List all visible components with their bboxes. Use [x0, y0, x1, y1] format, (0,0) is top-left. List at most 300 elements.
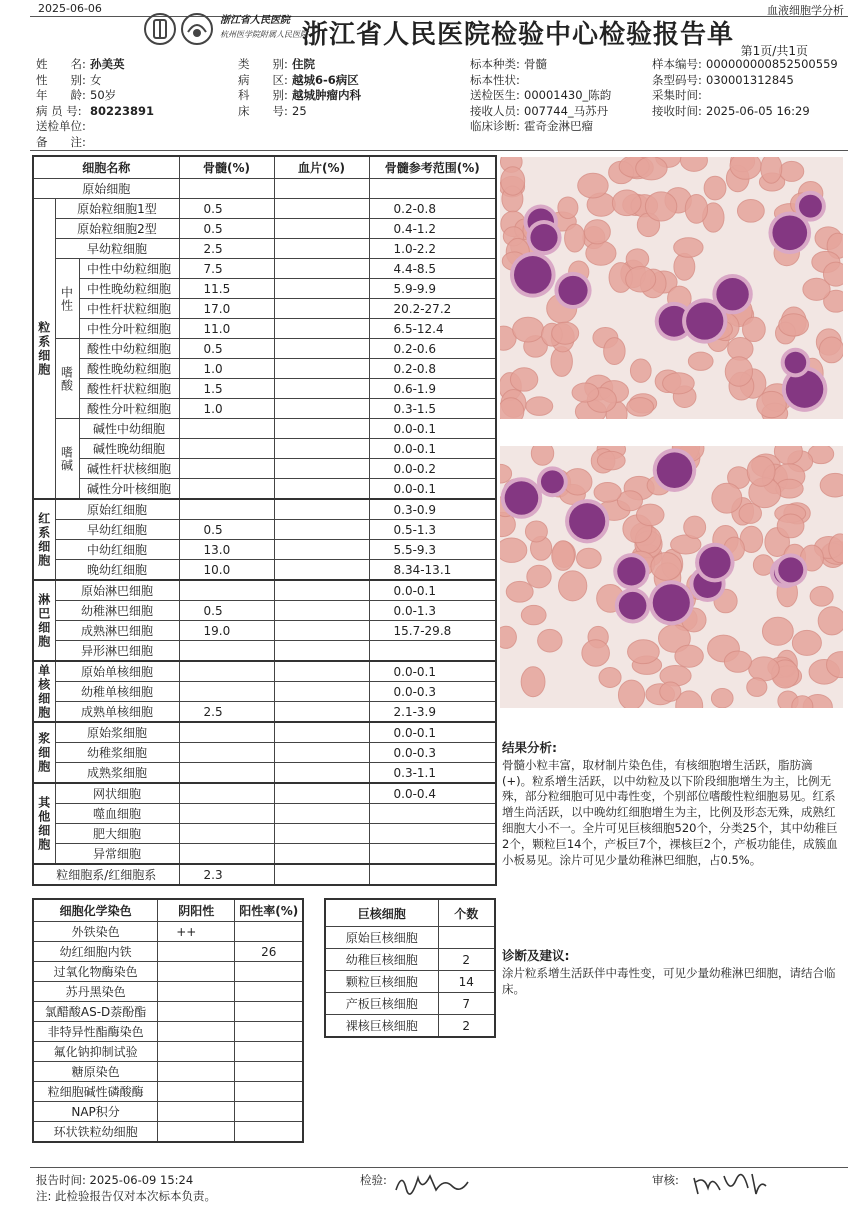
cell-name: 中幼红细胞: [55, 540, 179, 560]
red-blood-cell: [501, 167, 525, 195]
bone-marrow-value: [179, 459, 274, 479]
red-blood-cell: [645, 192, 676, 221]
megakaryocyte-name: 裸核巨核细胞: [325, 1015, 438, 1038]
table-header-row: [33, 156, 496, 179]
red-blood-cell: [500, 626, 516, 648]
red-blood-cell: [674, 238, 703, 258]
bone-marrow-value: 17.0: [179, 299, 274, 319]
table-row: [33, 179, 496, 199]
info-key: 接收时间:: [652, 103, 702, 118]
table-row: [33, 763, 496, 784]
blood-smear-value: [274, 299, 369, 319]
bone-marrow-micrograph-1: [500, 157, 843, 419]
info-row: [36, 104, 154, 120]
header-cell: 骨髓参考范围(%): [369, 156, 496, 179]
blood-smear-value: [274, 499, 369, 520]
cell-name: 晚幼红细胞: [55, 560, 179, 581]
red-blood-cell: [604, 338, 625, 365]
group-label: 粒系细胞: [33, 199, 55, 500]
stain-sign: [158, 962, 235, 982]
bone-marrow-value: 10.0: [179, 560, 274, 581]
bone-marrow-value: [179, 419, 274, 439]
reference-range: [369, 864, 496, 885]
stain-sign: [158, 982, 235, 1002]
info-value: 50岁: [90, 88, 117, 102]
table-row: [33, 239, 496, 259]
table-row: [33, 682, 496, 702]
table-row: [33, 1022, 303, 1042]
result-text: 骨髓小粒丰富，取材制片染色佳，有核细胞增生活跃，脂肪滴(+)。粒系增生活跃，以中幼粒及以下阶段细胞增生为主，比例无殊，部分粒细胞可见中毒性变，个别部位嗜酸性粒细胞易见。红系增生尚活跃，以中晚幼红细胞增生为主，比例及形态无殊，成熟红细胞大小不一。全片可见巨核细胞520个，分类25个，其中幼稚巨2个，颗粒巨14个，产板巨7个，裸核巨2个，产板功能佳，成簇血小板易见。涂片可见少量幼稚淋巴细胞，占0.5%。: [502, 757, 838, 867]
megakaryocyte-name: 原始巨核细胞: [325, 927, 438, 949]
blood-smear-value: [274, 804, 369, 824]
reference-range: 0.0-0.1: [369, 722, 496, 743]
table-row: [33, 1002, 303, 1022]
reference-range: [369, 641, 496, 662]
bone-marrow-value: 0.5: [179, 520, 274, 540]
red-blood-cell: [500, 538, 527, 562]
red-blood-cell: [597, 451, 625, 470]
reference-range: 5.9-9.9: [369, 279, 496, 299]
table-row: [33, 359, 496, 379]
reviewer-signature: [690, 1168, 770, 1203]
bone-marrow-value: 1.5: [179, 379, 274, 399]
info-row: [36, 73, 154, 89]
info-value: 80223891: [90, 103, 155, 118]
bone-marrow-value: 0.5: [179, 219, 274, 239]
subgroup-label: 嗜碱: [55, 419, 79, 500]
info-key: 病 员 号:: [36, 103, 82, 118]
report-time: 报告时间: 2025-06-09 15:24: [36, 1173, 194, 1187]
table-row: [33, 641, 496, 662]
reference-range: 0.0-0.1: [369, 580, 496, 601]
patient-info-col4: [652, 57, 838, 119]
red-blood-cell: [584, 220, 610, 244]
table-row: [33, 743, 496, 763]
table-row: [33, 601, 496, 621]
cell-name: 中性分叶粒细胞: [79, 319, 179, 339]
footer-note: 注: 此检验报告仅对本次标本负责。: [36, 1189, 217, 1203]
table-row: [33, 439, 496, 459]
table-row: [33, 580, 496, 601]
blood-smear-value: [274, 259, 369, 279]
stain-sign: [158, 1122, 235, 1143]
reference-range: 0.2-0.6: [369, 339, 496, 359]
reference-range: 0.0-0.3: [369, 743, 496, 763]
stain-sign: ++: [158, 922, 235, 942]
red-blood-cell: [792, 630, 821, 655]
blood-smear-value: [274, 199, 369, 219]
stain-rate: [235, 1002, 303, 1022]
red-blood-cell: [558, 197, 578, 219]
table-row: [33, 722, 496, 743]
info-row: [36, 135, 154, 151]
blood-smear-value: [274, 844, 369, 865]
red-blood-cell: [626, 249, 649, 269]
cell-name: 粒细胞系/红细胞系: [33, 864, 179, 885]
stain-sign: [158, 942, 235, 962]
blood-smear-value: [274, 621, 369, 641]
stain-rate: [235, 1102, 303, 1122]
header-cell: 细胞名称: [33, 156, 179, 179]
cell-name: 幼稚单核细胞: [55, 682, 179, 702]
table-row: [33, 1122, 303, 1143]
blood-smear-value: [274, 824, 369, 844]
stain-name: 氯醋酸AS-D萘酚酯: [33, 1002, 158, 1022]
table-row: [33, 279, 496, 299]
header-cell: 血片(%): [274, 156, 369, 179]
bone-marrow-value: [179, 641, 274, 662]
cell-nucleus: [530, 224, 557, 251]
info-row: [238, 73, 361, 89]
red-blood-cell: [538, 629, 562, 652]
cell-name: 酸性中幼粒细胞: [79, 339, 179, 359]
inspector-signature: [392, 1168, 472, 1203]
diagnosis-section: [502, 948, 842, 997]
bone-marrow-value: 13.0: [179, 540, 274, 560]
table-row: [33, 199, 496, 219]
info-key: 送检单位:: [36, 119, 86, 133]
red-blood-cell: [626, 267, 656, 292]
reference-range: 4.4-8.5: [369, 259, 496, 279]
red-blood-cell: [779, 161, 803, 181]
reference-range: 0.5-1.3: [369, 520, 496, 540]
bone-marrow-value: 0.5: [179, 199, 274, 219]
red-blood-cell: [612, 190, 641, 216]
info-key: 姓 名:: [36, 57, 86, 71]
info-key: 类 别:: [238, 57, 288, 71]
stain-rate: [235, 922, 303, 942]
info-key: 标本性状:: [470, 72, 520, 87]
info-key: 采集时间:: [652, 88, 702, 102]
info-row: [470, 57, 611, 73]
table-header-row: [33, 899, 303, 922]
red-blood-cell: [704, 176, 726, 200]
red-blood-cell: [777, 514, 804, 538]
cell-name: 幼稚浆细胞: [55, 743, 179, 763]
cell-name: 碱性分叶核细胞: [79, 479, 179, 500]
info-row: [470, 88, 611, 104]
cell-nucleus: [558, 276, 587, 305]
reference-range: 0.6-1.9: [369, 379, 496, 399]
blood-smear-value: [274, 661, 369, 682]
megakaryocyte-count: [438, 927, 495, 949]
bone-marrow-value: 11.0: [179, 319, 274, 339]
cell-nucleus: [785, 352, 807, 374]
patient-info-col2: [238, 57, 361, 119]
bone-marrow-value: 1.0: [179, 359, 274, 379]
red-blood-cell: [559, 571, 587, 601]
group-label: 其他细胞: [33, 783, 55, 864]
red-blood-cell: [675, 645, 703, 667]
blood-smear-value: [274, 219, 369, 239]
reference-range: 15.7-29.8: [369, 621, 496, 641]
info-row: [238, 57, 361, 73]
blood-smear-value: [274, 722, 369, 743]
info-key: 样本编号:: [652, 57, 702, 71]
info-value: 孙美英: [90, 57, 125, 71]
info-key: 性 别:: [36, 72, 86, 87]
red-blood-cell: [627, 398, 654, 417]
red-blood-cell: [552, 541, 575, 571]
cell-name: 原始细胞: [33, 179, 179, 199]
reference-range: [369, 804, 496, 824]
table-row: [33, 520, 496, 540]
table-row: [33, 319, 496, 339]
bone-marrow-value: [179, 580, 274, 601]
info-row: [652, 73, 838, 89]
info-key: 接收人员:: [470, 103, 520, 118]
cell-nucleus: [505, 481, 539, 515]
blood-smear-value: [274, 239, 369, 259]
reference-range: 1.0-2.2: [369, 239, 496, 259]
red-blood-cell: [552, 322, 579, 344]
stain-sign: [158, 1042, 235, 1062]
stain-name: 苏丹黑染色: [33, 982, 158, 1002]
stain-name: 糖原染色: [33, 1062, 158, 1082]
blood-smear-value: [274, 560, 369, 581]
stain-rate: 26: [235, 942, 303, 962]
table-row: [33, 1082, 303, 1102]
red-blood-cell: [761, 157, 782, 183]
bone-marrow-value: 11.5: [179, 279, 274, 299]
reference-range: 0.4-1.2: [369, 219, 496, 239]
cell-name: 酸性分叶粒细胞: [79, 399, 179, 419]
cell-name: 噬血细胞: [55, 804, 179, 824]
cell-name: 原始红细胞: [55, 499, 179, 520]
megakaryocyte-count: 2: [438, 949, 495, 971]
bone-marrow-value: [179, 682, 274, 702]
bone-marrow-value: [179, 783, 274, 804]
red-blood-cell: [749, 657, 780, 681]
stain-sign: [158, 1022, 235, 1042]
bone-marrow-micrograph-2: [500, 446, 843, 708]
stain-rate: [235, 962, 303, 982]
red-blood-cell: [578, 173, 608, 198]
blood-smear-value: [274, 459, 369, 479]
info-key: 标本种类:: [470, 57, 520, 71]
table-row: [33, 399, 496, 419]
stain-rate: [235, 1022, 303, 1042]
table-row: [33, 1042, 303, 1062]
info-key: 条型码号:: [652, 72, 702, 87]
info-key: 送检医生:: [470, 88, 520, 102]
stain-sign: [158, 1002, 235, 1022]
bone-marrow-value: 2.5: [179, 239, 274, 259]
stain-name: 幼红细胞内铁: [33, 942, 158, 962]
red-blood-cell: [513, 317, 544, 342]
red-blood-cell: [712, 483, 742, 513]
bone-marrow-value: [179, 844, 274, 865]
reference-range: 0.2-0.8: [369, 199, 496, 219]
table-row: [33, 661, 496, 682]
blood-smear-value: [274, 763, 369, 784]
cell-name: 碱性晚幼细胞: [79, 439, 179, 459]
cell-nucleus: [514, 256, 552, 294]
table-row: [33, 864, 496, 885]
red-blood-cell: [594, 483, 621, 503]
reference-range: [369, 179, 496, 199]
blood-smear-value: [274, 479, 369, 500]
cell-name: 异常细胞: [55, 844, 179, 865]
stain-name: 过氧化物酶染色: [33, 962, 158, 982]
cell-name: 中性晚幼粒细胞: [79, 279, 179, 299]
reference-range: 0.0-0.1: [369, 479, 496, 500]
red-blood-cell: [684, 516, 706, 538]
reference-range: 0.0-0.1: [369, 419, 496, 439]
stain-rate: [235, 982, 303, 1002]
patient-info-col1: [36, 57, 154, 150]
info-key: 年 龄:: [36, 88, 86, 102]
table-header-row: [325, 899, 495, 927]
bone-marrow-value: [179, 804, 274, 824]
info-row: [470, 119, 611, 135]
table-row: [33, 219, 496, 239]
table-row: [33, 783, 496, 804]
cell-nucleus: [617, 557, 645, 585]
red-blood-cell: [651, 553, 682, 581]
stain-name: NAP积分: [33, 1102, 158, 1122]
info-value: 霍奇金淋巴瘤: [524, 119, 593, 133]
bone-marrow-value: [179, 479, 274, 500]
info-key: 临床诊断:: [470, 119, 520, 133]
header-cell: 骨髓(%): [179, 156, 274, 179]
table-row: [33, 962, 303, 982]
table-row: [33, 560, 496, 581]
bone-marrow-value: [179, 743, 274, 763]
bone-marrow-value: 7.5: [179, 259, 274, 279]
cell-name: 早幼红细胞: [55, 520, 179, 540]
table-row: [325, 1015, 495, 1038]
bone-marrow-value: [179, 179, 274, 199]
info-value: 000000000852500559: [706, 57, 838, 71]
blood-smear-value: [274, 743, 369, 763]
hospital-emblem-icon: [143, 12, 177, 49]
result-analysis: [502, 740, 842, 868]
table-row: [33, 922, 303, 942]
bone-marrow-value: 0.5: [179, 339, 274, 359]
red-blood-cell: [531, 446, 553, 465]
table-row: [33, 982, 303, 1002]
table-row: [33, 419, 496, 439]
info-key: 病 区:: [238, 72, 288, 87]
table-row: [33, 1102, 303, 1122]
reference-range: 0.0-0.2: [369, 459, 496, 479]
cell-name: 幼稚淋巴细胞: [55, 601, 179, 621]
red-blood-cell: [737, 200, 764, 223]
diagnosis-title: 诊断及建议:: [502, 948, 570, 963]
red-blood-cell: [582, 640, 610, 666]
blood-smear-value: [274, 439, 369, 459]
red-blood-cell: [565, 224, 585, 252]
red-blood-cell: [688, 352, 713, 370]
bone-marrow-value: 2.5: [179, 702, 274, 723]
info-key: 科 别:: [238, 88, 288, 102]
cell-name: 中性中幼粒细胞: [79, 259, 179, 279]
cell-name: 碱性杆状核细胞: [79, 459, 179, 479]
reference-range: 0.0-1.3: [369, 601, 496, 621]
red-blood-cell: [730, 157, 761, 179]
red-blood-cell: [521, 667, 545, 697]
cell-name: 原始单核细胞: [55, 661, 179, 682]
table-row: [33, 540, 496, 560]
cell-name: 原始浆细胞: [55, 722, 179, 743]
blood-smear-value: [274, 279, 369, 299]
table-row: [33, 702, 496, 723]
group-label: 单核细胞: [33, 661, 55, 722]
group-label: 淋巴细胞: [33, 580, 55, 661]
blood-smear-value: [274, 319, 369, 339]
red-blood-cell: [725, 357, 752, 386]
bone-marrow-value: 19.0: [179, 621, 274, 641]
blood-smear-value: [274, 179, 369, 199]
megakaryocyte-name: 幼稚巨核细胞: [325, 949, 438, 971]
stain-rate: [235, 1082, 303, 1102]
print-date: 2025-06-06: [38, 2, 102, 15]
info-divider: [30, 150, 848, 151]
table-row: [33, 479, 496, 500]
table-row: [33, 499, 496, 520]
red-blood-cell: [510, 368, 537, 391]
cell-name: 碱性中幼细胞: [79, 419, 179, 439]
diagnosis-text: 涂片粒系增生活跃伴中毒性变，可见少量幼稚淋巴细胞，请结合临床。: [502, 965, 836, 996]
bone-marrow-value: 1.0: [179, 399, 274, 419]
stain-rate: [235, 1042, 303, 1062]
cell-name: 中性杆状粒细胞: [79, 299, 179, 319]
red-blood-cell: [628, 640, 660, 664]
patient-info-col3: [470, 57, 611, 135]
table-row: [33, 824, 496, 844]
blood-smear-value: [274, 540, 369, 560]
cell-nucleus: [699, 547, 731, 579]
reference-range: [369, 824, 496, 844]
cytochemical-stain-table: [32, 898, 304, 1143]
stain-sign: [158, 1102, 235, 1122]
red-blood-cell: [660, 682, 681, 701]
table-row: [325, 971, 495, 993]
info-row: [470, 104, 611, 120]
red-blood-cell: [599, 667, 621, 687]
stain-name: 非特异性酯酶染色: [33, 1022, 158, 1042]
bone-marrow-value: 0.5: [179, 601, 274, 621]
cell-name: 酸性晚幼粒细胞: [79, 359, 179, 379]
reviewer-label: 审核:: [652, 1173, 679, 1187]
info-key: 床 号:: [238, 103, 288, 118]
info-row: [36, 57, 154, 73]
stain-name: 环状铁粒幼细胞: [33, 1122, 158, 1143]
red-blood-cell: [757, 391, 787, 417]
stain-rate: [235, 1122, 303, 1143]
red-blood-cell: [521, 605, 546, 624]
blood-smear-value: [274, 520, 369, 540]
stain-rate: [235, 1062, 303, 1082]
reference-range: 0.0-0.3: [369, 682, 496, 702]
megakaryocyte-name: 产板巨核细胞: [325, 993, 438, 1015]
info-row: [238, 88, 361, 104]
red-blood-cell: [663, 373, 695, 394]
cell-name: 网状细胞: [55, 783, 179, 804]
cell-name: 原始粒细胞2型: [55, 219, 179, 239]
cell-nucleus: [772, 215, 807, 250]
blood-smear-value: [274, 682, 369, 702]
info-row: [238, 104, 361, 120]
stain-name: 外铁染色: [33, 922, 158, 942]
table-row: [33, 1062, 303, 1082]
cell-nucleus: [653, 584, 690, 621]
result-title: 结果分析:: [502, 740, 557, 755]
stain-sign: [158, 1082, 235, 1102]
info-value: 25: [292, 103, 307, 118]
cell-name: 肥大细胞: [55, 824, 179, 844]
